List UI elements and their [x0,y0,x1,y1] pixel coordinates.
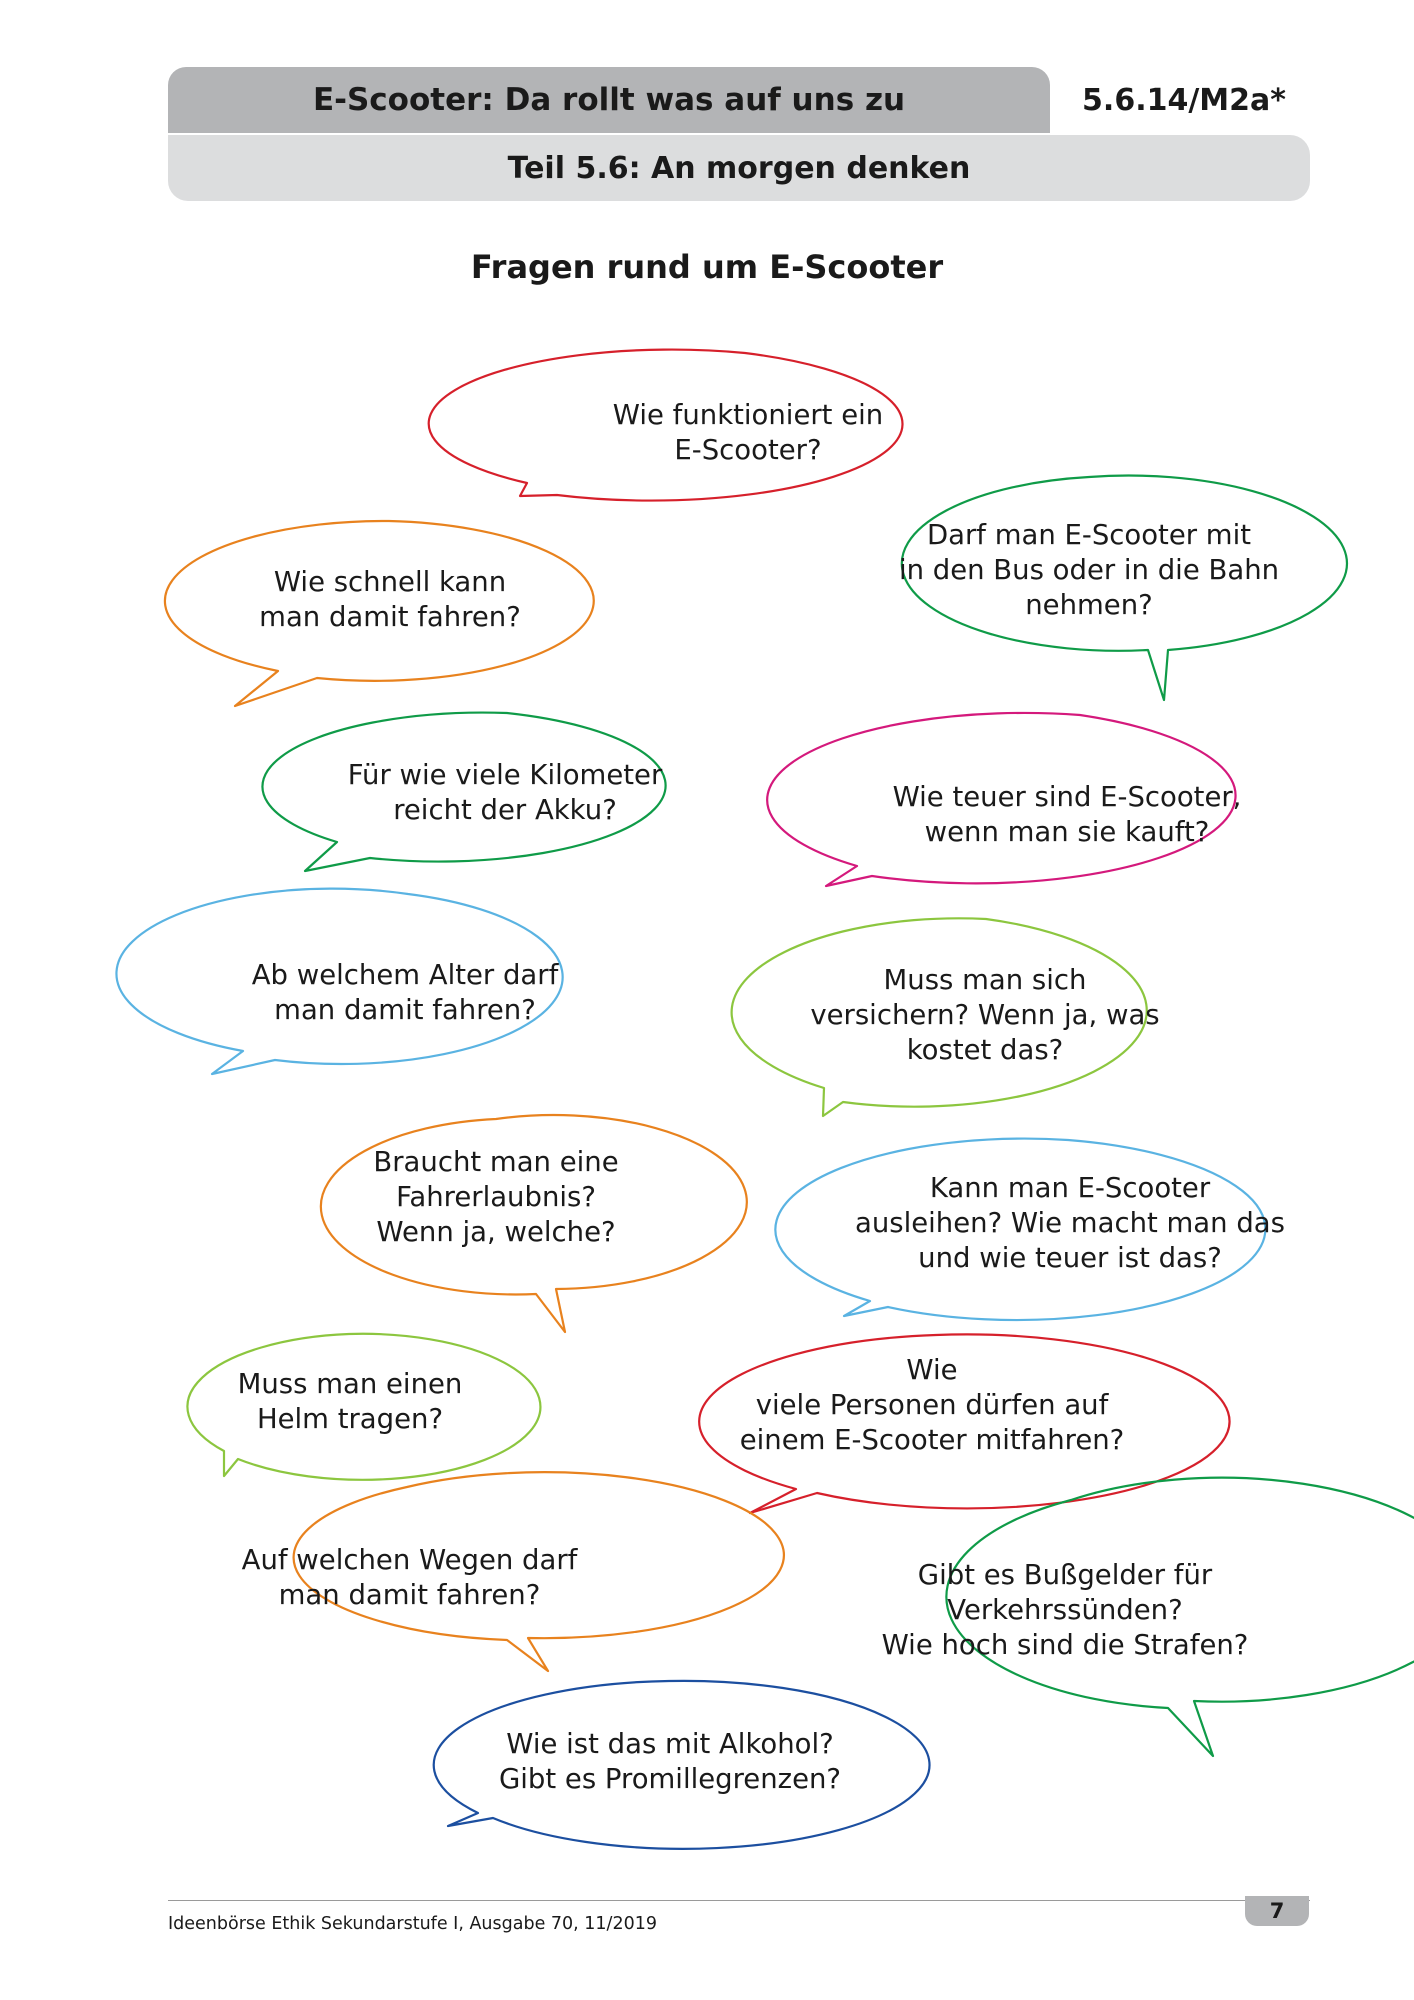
question-personen: Wie viele Personen dürfen auf einem E-Scooter mitfahren? [739,1353,1125,1456]
question-bussgelder: Gibt es Bußgelder für Verkehrssünden? Wie hoch sind die Strafen? [881,1558,1249,1661]
question-funktion: Wie funktioniert ein E-Scooter? [612,399,884,466]
question-fahrerlaubnis: Braucht man eine Fahrerlaubnis? Wenn ja, welche? [373,1145,619,1248]
question-alter: Ab welchem Alter darf man damit fahren? [251,959,559,1026]
header-title: E-Scooter: Da rollt was auf uns zu [312,82,906,118]
footer-divider [168,1900,1310,1901]
question-preis: Wie teuer sind E-Scooter, wenn man sie kauft? [892,781,1242,848]
page-number: 7 [1245,1896,1309,1926]
question-versicherung: Muss man sich versichern? Wenn ja, was kostet das? [810,963,1160,1066]
header-subtitle: Teil 5.6: An morgen denken [168,135,1310,201]
page-title: Fragen rund um E-Scooter [470,248,944,286]
question-helm: Muss man einen Helm tragen? [237,1368,463,1435]
question-alkohol: Wie ist das mit Alkohol? Gibt es Promillegrenzen? [498,1728,842,1795]
question-schnell: Wie schnell kann man damit fahren? [259,566,521,633]
question-akku: Für wie viele Kilometer reicht der Akku? [347,759,663,826]
question-wege: Auf welchen Wegen darf man damit fahren? [241,1544,578,1611]
footer-publication: Ideenbörse Ethik Sekundarstufe I, Ausgabe 70, 11/2019 [168,1914,657,1934]
header-code: 5.6.14/M2a* [1082,82,1286,118]
question-bus-bahn: Darf man E-Scooter mit in den Bus oder in die Bahn nehmen? [898,518,1280,621]
question-ausleihen: Kann man E-Scooter ausleihen? Wie macht man das und wie teuer ist das? [855,1171,1285,1274]
